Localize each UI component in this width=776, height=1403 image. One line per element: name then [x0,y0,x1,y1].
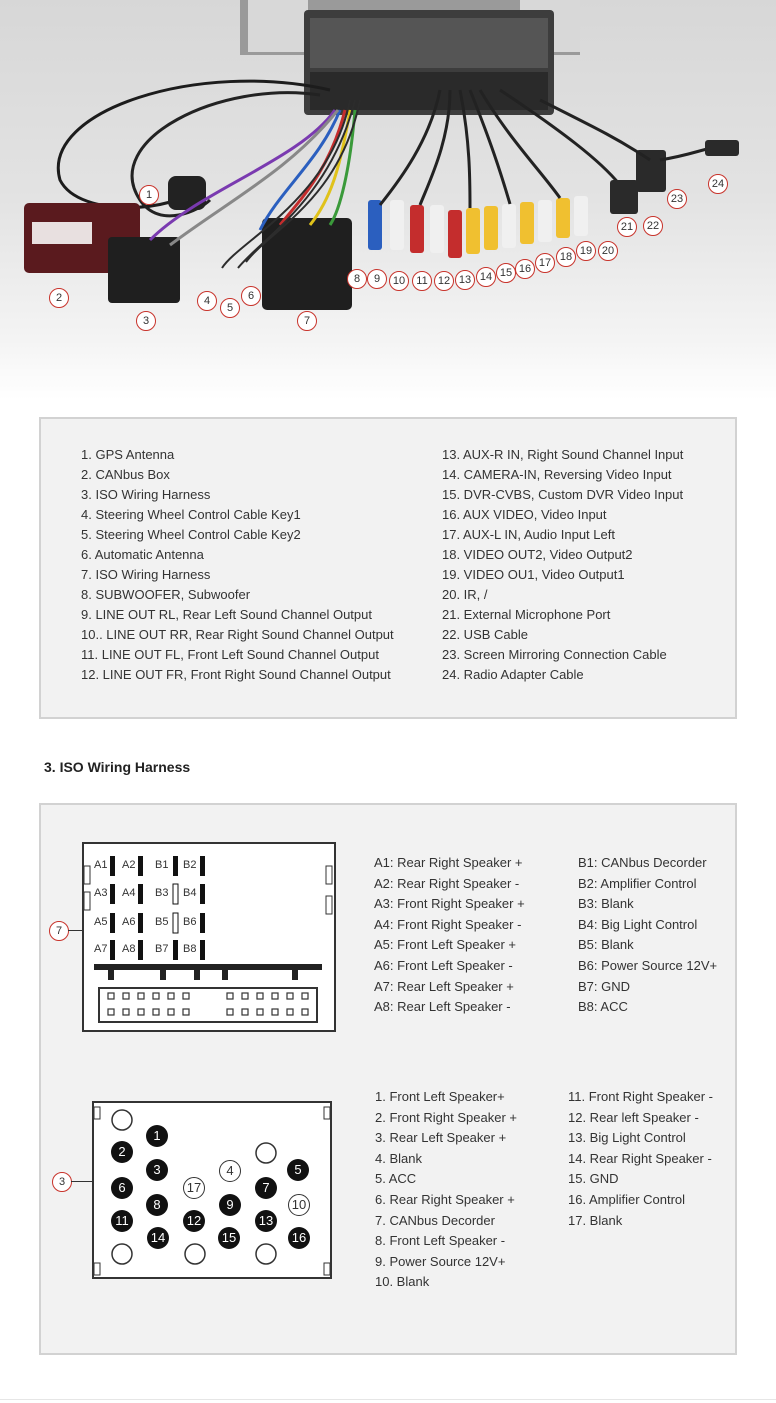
callout-3: 3 [136,311,156,331]
component-legend [39,417,737,719]
pin-description: 11. Front Right Speaker - [568,1089,713,1104]
connector-a-diagram [82,842,336,1032]
pin-description: B6: Power Source 12V+ [578,957,718,973]
callout-9: 9 [367,269,387,289]
pin-12: 12 [183,1210,205,1232]
legend-item: 21. External Microphone Port [442,607,611,622]
pin-label: A2 [122,859,136,871]
pin-description: B3: Blank [578,896,634,912]
legend-item: 10.. LINE OUT RR, Rear Right Sound Channel Output [81,627,394,642]
pin-description: A1: Rear Right Speaker + [374,855,523,870]
product-photo [0,0,776,400]
pin-1: 1 [146,1125,168,1147]
legend-item: 11. LINE OUT FL, Front Left Sound Channel Output [81,647,379,662]
pin-description: 10. Blank [375,1274,430,1290]
legend-item: 20. IR, / [442,587,488,602]
legend-item: 22. USB Cable [442,627,528,642]
pin-description: A5: Front Left Speaker + [374,937,516,953]
pin-6: 6 [111,1177,133,1199]
pin-description: A4: Front Right Speaker - [374,916,522,932]
legend-item: 18. VIDEO OUT2, Video Output2 [442,547,633,562]
pin-description: A7: Rear Left Speaker + [374,978,514,994]
legend-item: 4. Steering Wheel Control Cable Key1 [81,507,301,522]
pin-description: 8. Front Left Speaker - [375,1233,506,1249]
connector-a-callout: 7 [49,921,69,941]
legend-left-column [81,445,394,685]
pin-13: 13 [255,1210,277,1232]
pin-description: 7. CANbus Decorder [375,1212,495,1228]
callout-15: 15 [496,263,516,283]
connector-b-callout: 3 [52,1172,72,1192]
section-title: 3. ISO Wiring Harness [44,759,191,775]
legend-item: 14. CAMERA-IN, Reversing Video Input [442,467,672,482]
pin-description: 16. Amplifier Control [568,1191,686,1207]
pin-label: A8 [122,943,136,955]
legend-item: 17. AUX-L IN, Audio Input Left [442,527,615,542]
page-divider [0,1399,776,1400]
legend-item: 19. VIDEO OU1, Video Output1 [442,567,625,582]
pin-8: 8 [146,1194,168,1216]
wiring-harness-illustration [0,0,776,400]
pin-description: B1: CANbus Decorder [578,855,707,870]
pin-description: B8: ACC [578,999,628,1015]
legend-item: 7. ISO Wiring Harness [81,567,211,582]
legend-item: 16. AUX VIDEO, Video Input [442,507,607,522]
callout-17: 17 [535,253,555,273]
callout-4: 4 [197,291,217,311]
legend-right-column [442,445,683,685]
legend-item: 24. Radio Adapter Cable [442,667,584,682]
pin-description: B7: GND [578,978,631,994]
callout-13: 13 [455,270,475,290]
legend-item: 8. SUBWOOFER, Subwoofer [81,587,251,602]
pin-description: A3: Front Right Speaker + [374,896,525,912]
connector-b-list-right [568,1087,713,1231]
pin-14: 14 [147,1227,169,1249]
pin-description: 1. Front Left Speaker+ [375,1089,505,1104]
callout-8: 8 [347,269,367,289]
callout-23: 23 [667,189,687,209]
legend-item: 15. DVR-CVBS, Custom DVR Video Input [442,487,684,502]
pin-description: 14. Rear Right Speaker - [568,1150,712,1166]
pin-description: A6: Front Left Speaker - [374,957,513,973]
pin-7: 7 [255,1177,277,1199]
legend-item: 13. AUX-R IN, Right Sound Channel Input [442,447,684,462]
pin-15: 15 [218,1227,240,1249]
pin-label: B7 [155,943,169,955]
legend-item: 6. Automatic Antenna [81,547,204,562]
callout-leader-line [71,1181,92,1182]
pin-description: 12. Rear left Speaker - [568,1109,699,1125]
callout-21: 21 [617,217,637,237]
connector-b-diagram [92,1101,332,1279]
pin-description: B4: Big Light Control [578,916,698,932]
pin-description: 6. Rear Right Speaker + [375,1191,515,1207]
pin-description: 4. Blank [375,1150,422,1166]
pin-label: A4 [122,887,136,899]
callout-22: 22 [643,216,663,236]
legend-item: 9. LINE OUT RL, Rear Left Sound Channel Output [81,607,372,622]
callout-24: 24 [708,174,728,194]
pin-label: B1 [155,859,169,871]
connector-b-list-left [375,1087,517,1293]
legend-item: 23. Screen Mirroring Connection Cable [442,647,667,662]
pin-label: A7 [94,943,108,955]
pin-9: 9 [219,1194,241,1216]
callout-6: 6 [241,286,261,306]
pin-label: A5 [94,916,108,928]
pin-description: B5: Blank [578,937,634,953]
pin-label: A1 [94,859,108,871]
legend-item: 3. ISO Wiring Harness [81,487,211,502]
callout-18: 18 [556,247,576,267]
pin-label: A3 [94,887,108,899]
connector-a-list-right [578,853,717,1018]
pin-description: 17. Blank [568,1212,623,1228]
pin-17: 17 [183,1177,205,1199]
callout-7: 7 [297,311,317,331]
pin-label: B8 [183,943,197,955]
pin-label: B4 [183,887,197,899]
pin-label: A6 [122,916,136,928]
legend-item: 12. LINE OUT FR, Front Right Sound Channel Output [81,667,391,682]
callout-14: 14 [476,267,496,287]
pin-description: 13. Big Light Control [568,1130,686,1146]
pin-10: 10 [288,1194,310,1216]
rca-plugs [368,196,588,258]
legend-item: 1. GPS Antenna [81,447,175,462]
callout-12: 12 [434,271,454,291]
pin-label: B3 [155,887,169,899]
pin-description: A8: Rear Left Speaker - [374,999,511,1015]
callout-5: 5 [220,298,240,318]
pin-5: 5 [287,1159,309,1181]
pin-4: 4 [219,1160,241,1182]
pin-label: B2 [183,859,197,871]
callout-19: 19 [576,241,596,261]
pin-description: 3. Rear Left Speaker + [375,1130,507,1146]
pin-16: 16 [288,1227,310,1249]
callout-10: 10 [389,271,409,291]
legend-item: 5. Steering Wheel Control Cable Key2 [81,527,301,542]
pin-description: B2: Amplifier Control [578,875,697,891]
callout-20: 20 [598,241,618,261]
pin-description: 15. GND [568,1171,619,1187]
pin-description: 5. ACC [375,1171,417,1187]
legend-item: 2. CANbus Box [81,467,170,482]
pin-11: 11 [111,1210,133,1232]
pin-2: 2 [111,1141,133,1163]
pin-3: 3 [146,1159,168,1181]
callout-11: 11 [412,271,432,291]
callout-2: 2 [49,288,69,308]
connector-a-drawing [84,844,334,1030]
callout-16: 16 [515,259,535,279]
pin-label: B5 [155,916,169,928]
connector-a-list-left [374,853,525,1018]
pin-label: B6 [183,916,197,928]
pin-description: 2. Front Right Speaker + [375,1109,517,1125]
pin-description: A2: Rear Right Speaker - [374,875,520,891]
pin-description: 9. Power Source 12V+ [375,1253,506,1269]
callout-leader-line [68,930,82,931]
callout-1: 1 [139,185,159,205]
